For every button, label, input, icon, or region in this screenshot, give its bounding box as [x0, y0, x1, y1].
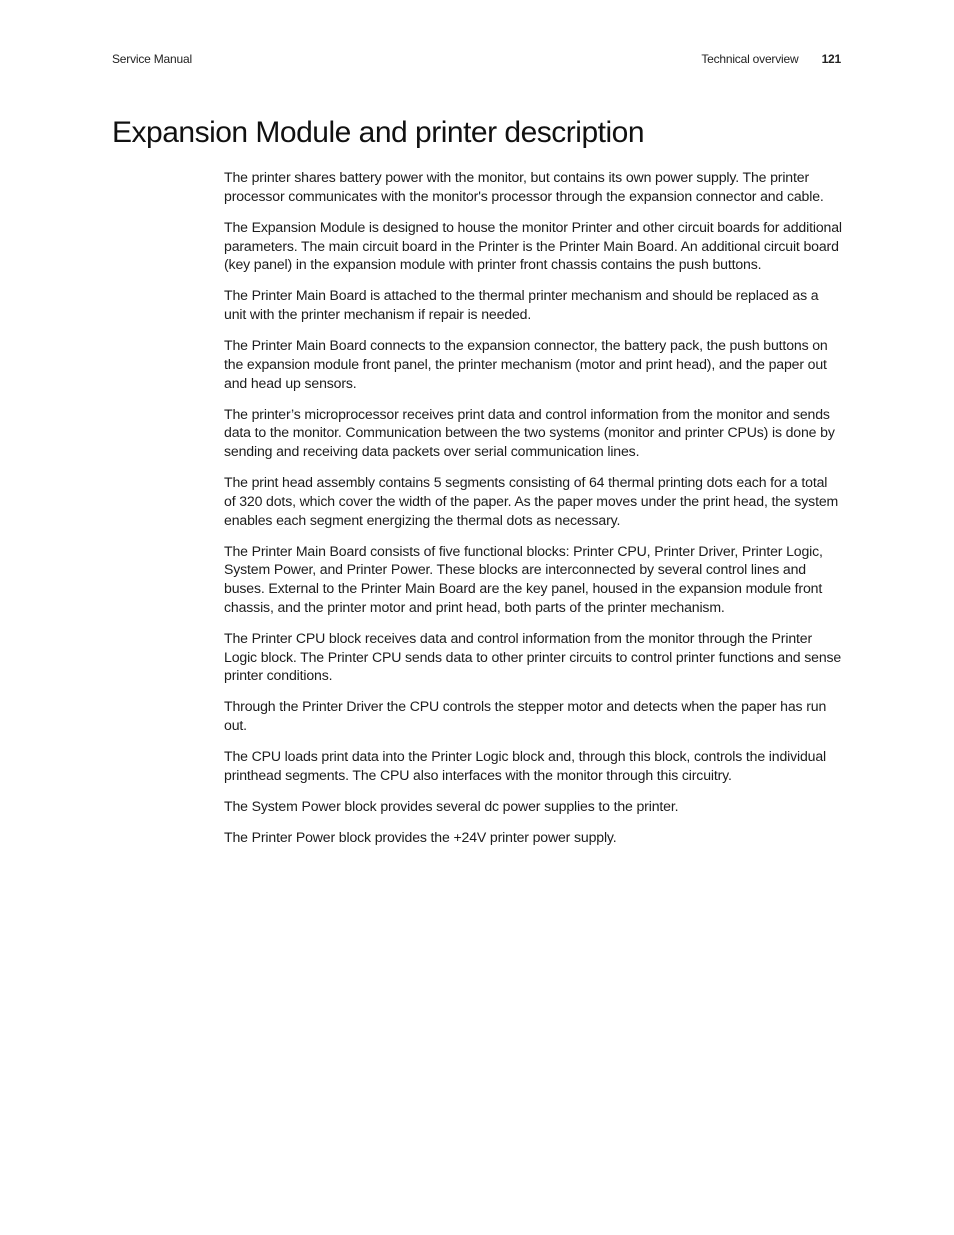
running-header — [112, 52, 841, 70]
page-number: 121 — [821, 52, 841, 66]
paragraph: Through the Printer Driver the CPU controls the stepper motor and detects when the paper has run out. — [224, 698, 827, 733]
paragraph: The Printer Main Board consists of five functional blocks: Printer CPU, Printer Driver, Printer Logic, System Power, and Printer Power. These blocks are interconnected by several control lines and buses. External to the Printer Main Board are the key panel, housed in the expansion module front chassis, and the printer motor and print head, both parts of the printer mechanism. — [224, 542, 823, 615]
paragraph: The print head assembly contains 5 segments consisting of 64 thermal printing dots each for a total of 320 dots, which cover the width of the paper. As the paper moves under the print head, the system enables each segment energizing the thermal dots as necessary. — [224, 474, 839, 528]
paragraph: The System Power block provides several dc power supplies to the printer. — [224, 797, 679, 814]
body-text — [224, 168, 842, 859]
page-title: Expansion Module and printer description — [112, 116, 644, 149]
paragraph: The CPU loads print data into the Printer Logic block and, through this block, controls the individual printhead segments. The CPU also interfaces with the monitor through this circuitry. — [224, 748, 827, 783]
paragraph: The printer’s microprocessor receives print data and control information from the monitor and sends data to the monitor. Communication between the two systems (monitor and printer CPUs) is done by sending and receiving data packets over serial communication lines. — [224, 405, 835, 459]
section-name: Technical overview — [701, 52, 799, 66]
paragraph: The Printer Power block provides the +24V printer power supply. — [224, 828, 617, 845]
paragraph: The Printer Main Board connects to the expansion connector, the battery pack, the push buttons on the expansion module front panel, the printer mechanism (motor and print head), and the paper out and head up sensors. — [224, 337, 828, 391]
header-right — [701, 52, 841, 66]
paragraph: The Expansion Module is designed to house the monitor Printer and other circuit boards for additional parameters. The main circuit board in the Printer is the Printer Main Board. An additional circuit board (key panel) in the expansion module with printer front chassis contains the push buttons. — [224, 218, 842, 273]
paragraph: The Printer CPU block receives data and control information from the monitor through the Printer Logic block. The Printer CPU sends data to other printer circuits to control printer functions and sense printer conditions. — [224, 629, 842, 684]
paragraph: The Printer Main Board is attached to the thermal printer mechanism and should be replaced as a unit with the printer mechanism if repair is needed. — [224, 287, 819, 322]
document-title: Service Manual — [112, 52, 192, 66]
paragraph: The printer shares battery power with the monitor, but contains its own power supply. The printer processor communicates with the monitor's processor through the expansion connector and cable. — [224, 169, 824, 204]
